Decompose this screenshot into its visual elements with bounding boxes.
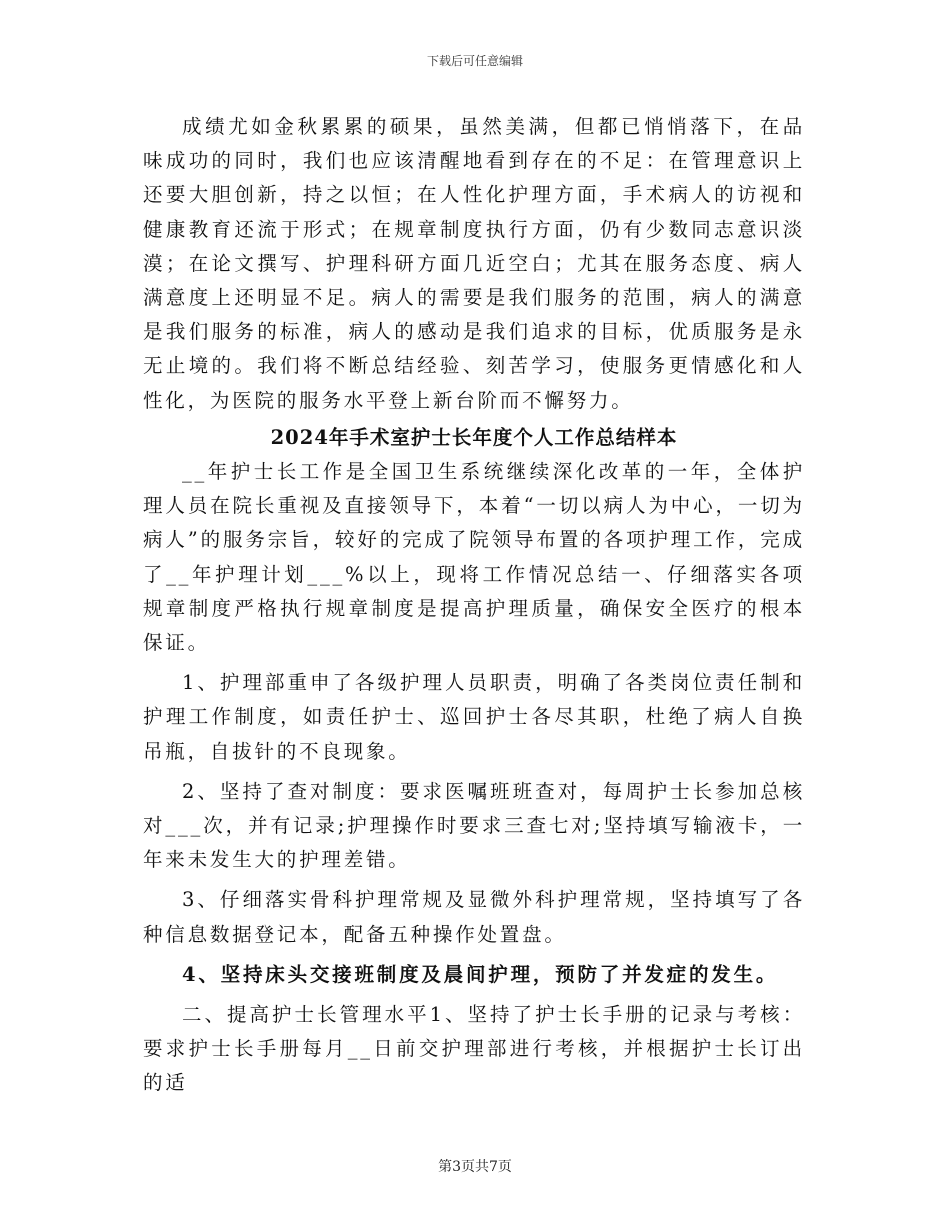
paragraph-intro: __年护士长工作是全国卫生系统继续深化改革的一年，全体护理人员在院长重视及直接领导下，本着“一切以病人为中心，一切为病人”的服务宗旨，较好的完成了院领导布置的各项护理工作，完成了__年护理计划___%以上，现将工作情况总结一、仔细落实各项规章制度严格执行规章制度是提高护理质量，确保安全医疗的根本保证。 [143, 460, 805, 655]
paragraph-item-2: 2、坚持了查对制度：要求医嘱班班查对，每周护士长参加总核对___次，并有记录;护理操作时要求三查七对;坚持填写输液卡，一年来未发生大的护理差错。 [143, 779, 805, 872]
paragraph-item-3: 3、仔细落实骨科护理常规及显微外科护理常规，坚持填写了各种信息数据登记本，配备五种操作处置盘。 [143, 888, 805, 946]
paragraph-section-2: 二、提高护士长管理水平1、坚持了护士长手册的记录与考核：要求护士长手册每月__日前交护理部进行考核，并根据护士长订出的适 [143, 1003, 805, 1095]
page-header: 下载后可任意编辑 [426, 54, 523, 68]
paragraph-item-1: 1、护理部重申了各级护理人员职责，明确了各类岗位责任制和护理工作制度，如责任护士、巡回护士各尽其职，杜绝了病人自换吊瓶，自拔针的不良现象。 [143, 671, 805, 763]
document-title: 2024年手术室护士长年度个人工作总结样本 [270, 425, 678, 449]
paragraph-item-4: 4、坚持床头交接班制度及晨间护理，预防了并发症的发生。 [182, 962, 779, 986]
page-footer: 第3页共7页 [438, 1159, 512, 1175]
document-body [143, 110, 805, 1101]
paragraph-achievements: 成绩尤如金秋累累的硕果，虽然美满，但都已悄悄落下，在品味成功的同时，我们也应该清醒地看到存在的不足：在管理意识上还要大胆创新，持之以恒；在人性化护理方面，手术病人的访视和健康教育还流于形式；在规章制度执行方面，仍有少数同志意识淡漠；在论文撰写、护理科研方面几近空白；尤其在服务态度、病人满意度上还明显不足。病人的需要是我们服务的范围，病人的满意是我们服务的标准，病人的感动是我们追求的目标，优质服务是永无止境的。我们将不断总结经验、刻苦学习，使服务更情感化和人性化，为医院的服务水平登上新台阶而不懈努力。 [143, 115, 805, 412]
